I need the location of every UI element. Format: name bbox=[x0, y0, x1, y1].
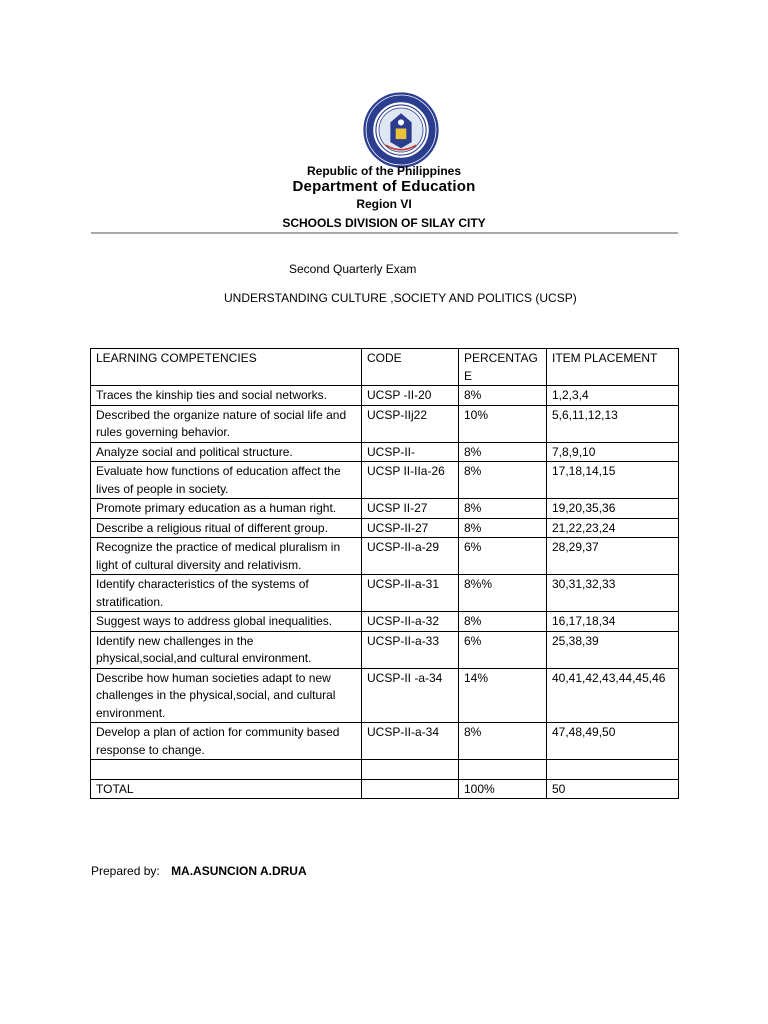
header-divider bbox=[91, 232, 678, 234]
percentage-cell: 8% bbox=[459, 386, 547, 406]
table-of-specifications bbox=[90, 348, 679, 799]
total-row bbox=[91, 779, 679, 799]
empty-cell bbox=[459, 760, 547, 780]
item-placement-cell: 21,22,23,24 bbox=[547, 518, 679, 538]
code-cell: UCSP-II-27 bbox=[362, 518, 459, 538]
department-heading: Department of Education bbox=[292, 178, 476, 195]
competency-cell: Traces the kinship ties and social networks. bbox=[91, 386, 362, 406]
code-cell: UCSP-II -a-34 bbox=[362, 668, 459, 723]
percentage-cell: 8%% bbox=[459, 575, 547, 612]
total-code-cell bbox=[362, 779, 459, 799]
competency-cell: Analyze social and political structure. bbox=[91, 442, 362, 462]
table-row bbox=[91, 612, 679, 632]
code-cell: UCSP-II-a-32 bbox=[362, 612, 459, 632]
header-code: CODE bbox=[362, 349, 459, 386]
competency-cell: Promote primary education as a human right. bbox=[91, 499, 362, 519]
percentage-cell: 8% bbox=[459, 462, 547, 499]
percentage-cell: 10% bbox=[459, 405, 547, 442]
competency-cell: Develop a plan of action for community based response to change. bbox=[91, 723, 362, 760]
total-label: TOTAL bbox=[91, 779, 362, 799]
prepared-by-line bbox=[91, 864, 307, 878]
table-row bbox=[91, 631, 679, 668]
competency-cell: Describe a religious ritual of different group. bbox=[91, 518, 362, 538]
table-row bbox=[91, 518, 679, 538]
code-cell: UCSP-II-a-31 bbox=[362, 575, 459, 612]
percentage-cell: 8% bbox=[459, 442, 547, 462]
competency-cell: Suggest ways to address global inequalities. bbox=[91, 612, 362, 632]
table-row bbox=[91, 405, 679, 442]
item-placement-cell: 47,48,49,50 bbox=[547, 723, 679, 760]
code-cell: UCSP-II- bbox=[362, 442, 459, 462]
code-cell: UCSP-II-a-29 bbox=[362, 538, 459, 575]
competency-cell: Evaluate how functions of education affect the lives of people in society. bbox=[91, 462, 362, 499]
total-percentage: 100% bbox=[459, 779, 547, 799]
item-placement-cell: 17,18,14,15 bbox=[547, 462, 679, 499]
code-cell: UCSP II-27 bbox=[362, 499, 459, 519]
competency-cell: Describe how human societies adapt to new challenges in the physical,social, and cultural environment. bbox=[91, 668, 362, 723]
competency-cell: Recognize the practice of medical pluralism in light of cultural diversity and relativism. bbox=[91, 538, 362, 575]
region-heading: Region VI bbox=[356, 197, 412, 211]
empty-cell bbox=[362, 760, 459, 780]
table-row bbox=[91, 723, 679, 760]
table-row bbox=[91, 538, 679, 575]
percentage-cell: 8% bbox=[459, 723, 547, 760]
table-row bbox=[91, 386, 679, 406]
percentage-cell: 6% bbox=[459, 631, 547, 668]
table-row bbox=[91, 668, 679, 723]
prepared-by-label: Prepared by: bbox=[91, 864, 160, 878]
code-cell: UCSP II-IIa-26 bbox=[362, 462, 459, 499]
percentage-cell: 8% bbox=[459, 612, 547, 632]
item-placement-cell: 40,41,42,43,44,45,46 bbox=[547, 668, 679, 723]
header-item-placement: ITEM PLACEMENT bbox=[547, 349, 679, 386]
competency-cell: Identify characteristics of the systems of stratification. bbox=[91, 575, 362, 612]
preparer-name: MA.ASUNCION A.DRUA bbox=[171, 864, 307, 878]
header-percentage: PERCENTAGE bbox=[459, 349, 547, 386]
table-row bbox=[91, 462, 679, 499]
item-placement-cell: 28,29,37 bbox=[547, 538, 679, 575]
republic-heading: Republic of the Philippines bbox=[306, 164, 461, 178]
code-cell: UCSP-IIj22 bbox=[362, 405, 459, 442]
table-row bbox=[91, 575, 679, 612]
item-placement-cell: 1,2,3,4 bbox=[547, 386, 679, 406]
item-placement-cell: 7,8,9,10 bbox=[547, 442, 679, 462]
percentage-cell: 14% bbox=[459, 668, 547, 723]
total-items: 50 bbox=[547, 779, 679, 799]
empty-cell bbox=[91, 760, 362, 780]
code-cell: UCSP-II-a-33 bbox=[362, 631, 459, 668]
empty-row bbox=[91, 760, 679, 780]
deped-seal-logo bbox=[363, 92, 439, 168]
item-placement-cell: 19,20,35,36 bbox=[547, 499, 679, 519]
competency-cell: Described the organize nature of social life and rules governing behavior. bbox=[91, 405, 362, 442]
competency-cell: Identify new challenges in the physical,social,and cultural environment. bbox=[91, 631, 362, 668]
header-learning-competencies: LEARNING COMPETENCIES bbox=[91, 349, 362, 386]
subject-title: UNDERSTANDING CULTURE ,SOCIETY AND POLITICS (UCSP) bbox=[224, 291, 577, 305]
table-row bbox=[91, 499, 679, 519]
item-placement-cell: 30,31,32,33 bbox=[547, 575, 679, 612]
division-heading: SCHOOLS DIVISION OF SILAY CITY bbox=[282, 216, 486, 230]
percentage-cell: 8% bbox=[459, 518, 547, 538]
empty-cell bbox=[547, 760, 679, 780]
exam-title: Second Quarterly Exam bbox=[289, 262, 417, 276]
table-header-row bbox=[91, 349, 679, 386]
percentage-cell: 8% bbox=[459, 499, 547, 519]
code-cell: UCSP-II-a-34 bbox=[362, 723, 459, 760]
code-cell: UCSP -II-20 bbox=[362, 386, 459, 406]
percentage-cell: 6% bbox=[459, 538, 547, 575]
item-placement-cell: 25,38,39 bbox=[547, 631, 679, 668]
table-row bbox=[91, 442, 679, 462]
item-placement-cell: 16,17,18,34 bbox=[547, 612, 679, 632]
item-placement-cell: 5,6,11,12,13 bbox=[547, 405, 679, 442]
